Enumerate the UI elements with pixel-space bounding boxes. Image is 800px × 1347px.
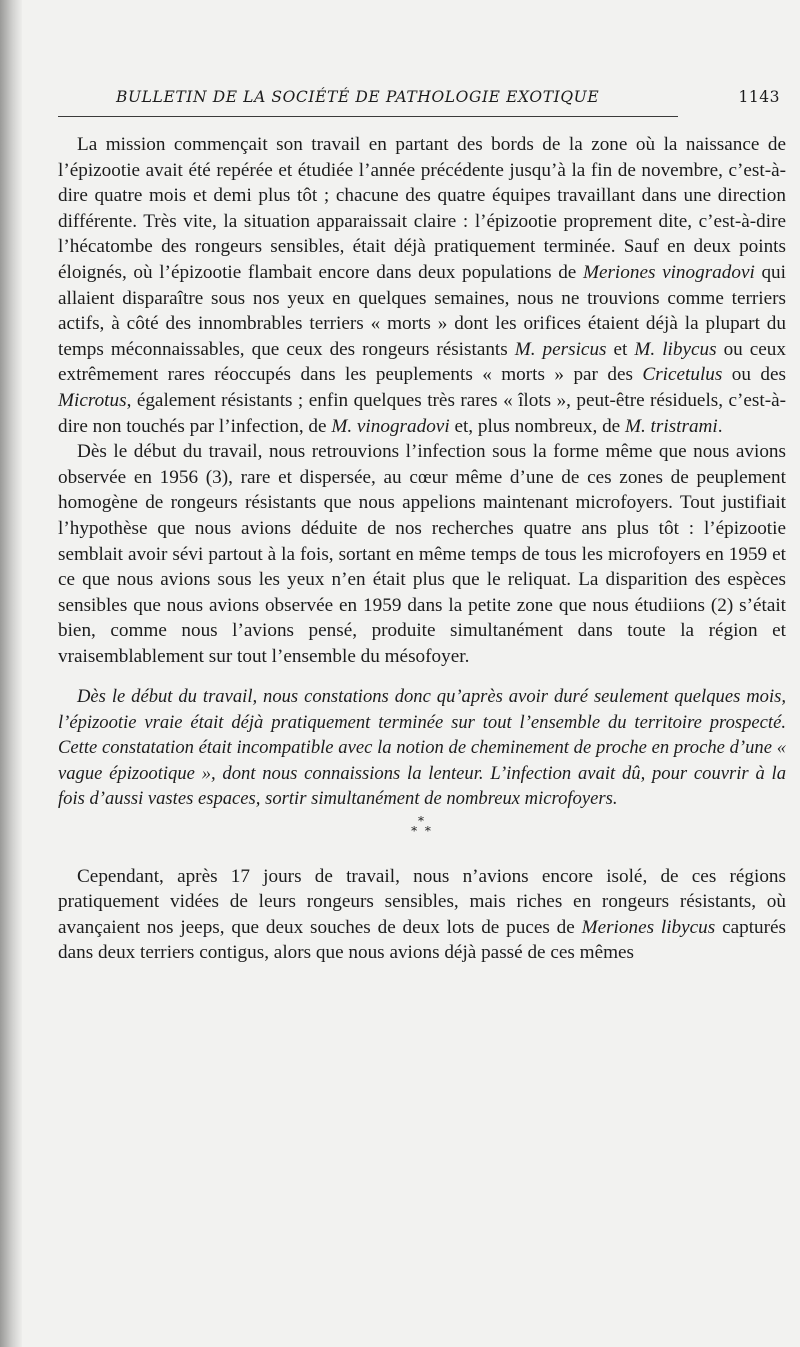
text-run: capturés dans deux terriers contigus, alors que nous avions déjà passé de ces mêmes bbox=[58, 916, 786, 964]
ornament-bottom-stars: * * bbox=[411, 823, 433, 838]
text-run: ou ceux extrêmement rares réoccupés dans les peuplements « morts » par des bbox=[58, 338, 786, 386]
book-spine-shadow bbox=[0, 0, 22, 1347]
text-run: La mission commençait son travail en partant des bords de la zone où la naissance de l’épizootie avait été repérée et étudiée l’année précédente jusqu’à la fin de novembre, c’est-à-dire quatre mois et demi plus tôt ; chacune des quatre équipes travaillant dans une direction différente. Très vite, la situation apparaissait claire : l’épizootie proprement dite, c’est-à-dire l’hécatombe des rongeurs sensibles, était déjà pratiquement terminée. Sauf en deux points éloignés, où l’épizootie flambait encore dans deux populations de bbox=[58, 134, 786, 283]
text-run: et, plus nombreux, de bbox=[449, 415, 625, 437]
section-ornament bbox=[58, 813, 786, 838]
ornament-top-star: * bbox=[418, 813, 426, 828]
journal-title: BULLETIN DE LA SOCIÉTÉ DE PATHOLOGIE EXOTIQUE bbox=[116, 88, 600, 106]
genus-name: Microtus bbox=[58, 389, 127, 411]
species-name: Meriones vinogradovi bbox=[582, 261, 755, 283]
text-run: qui allaient disparaître sous nos yeux en quelques semaines, nous ne trouvions comme terriers actifs, à côté des innombrables terriers « morts » dont les orifices étaient déjà la plupart du temps méconnaissables, que ceux des rongeurs résistants bbox=[58, 261, 786, 360]
species-name: M. persicus bbox=[514, 338, 607, 360]
paragraph-infection: Dès le début du travail, nous retrouvions l’infection sous la forme même que nous avions observée en 1956 (3), rare et dispersée, au cœur même d’une de ces zones de peuplement homogène de rongeurs résistants que nous appelions maintenant microfoyers. Tout justifiait l’hypothèse que nous avions déduite de nos recherches quatre ans plus tôt : l’épizootie semblait avoir sévi partout à la fois, sortant en même temps de tous les microfoyers en 1959 et ce que nous avions sous les yeux n’en était plus que le reliquat. La disparition des espèces sensibles que nous avions observée en 1959 dans la petite zone que nous étudiions (2) s’était bien, comme nous l’avions pensé, produite simultanément dans toute la région et vraisemblablement sur tout l’ensemble du mésofoyer. bbox=[58, 441, 786, 667]
species-name: M. tristrami bbox=[624, 415, 718, 437]
page-number: 1143 bbox=[738, 88, 780, 106]
paragraph-mission bbox=[58, 132, 786, 439]
species-name: M. vinogradovi bbox=[331, 415, 450, 437]
text-run: Cependant, après 17 jours de travail, nous n’avions encore isolé, de ces régions pratiquement vidées de leurs rongeurs sensibles, mais riches en rongeurs résistants, où avançaient nos jeeps, que deux souches de deux lots de puces de bbox=[58, 865, 786, 938]
paragraph-conclusion-italic: Dès le début du travail, nous constations donc qu’après avoir duré seulement quelques mois, l’épizootie vraie était déjà pratiquement terminée sur tout l’ensemble du territoire prospecté. Cette constatation était incompatible avec la notion de cheminement de proche en proche d’une « vague épizootique », dont nous connaissions la lenteur. L’infection avait dû, pour couvrir à la fois d’aussi vastes espaces, sortir simultanément de nombreux microfoyers. bbox=[58, 686, 786, 810]
species-name: M. libycus bbox=[634, 338, 717, 360]
running-header bbox=[58, 82, 786, 112]
genus-name: Cricetulus bbox=[642, 364, 723, 386]
text-run: ou des bbox=[722, 364, 787, 386]
text-run: et bbox=[606, 338, 635, 360]
header-rule bbox=[58, 116, 678, 117]
text-run: , également résistants ; enfin quelques très rares « îlots », peut-être résiduels, c’est-à-dire non touchés par l’infection, de bbox=[58, 389, 786, 437]
species-name: Meriones libycus bbox=[581, 916, 716, 938]
text-run: . bbox=[717, 415, 723, 437]
paragraph-cependant bbox=[58, 864, 786, 966]
page bbox=[58, 82, 786, 966]
